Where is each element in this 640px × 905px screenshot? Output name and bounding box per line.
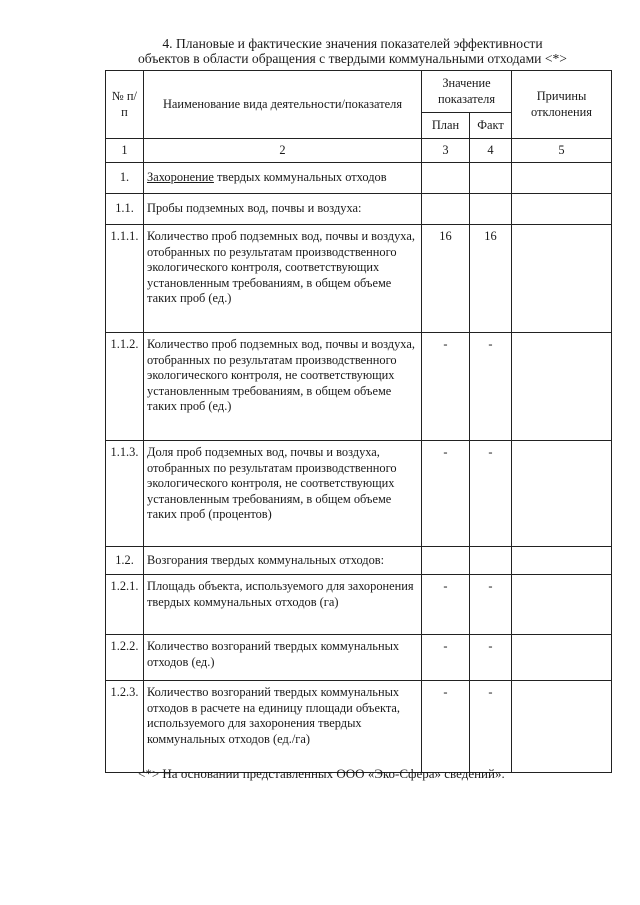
title-line-2: объектов в области обращения с твердыми коммунальными отходами <*> xyxy=(138,51,567,66)
header-value: Значение показателя xyxy=(422,71,512,113)
row-reason xyxy=(512,547,612,575)
row-fact: - xyxy=(470,333,512,441)
row-num: 1. xyxy=(106,163,144,194)
col-number-2: 2 xyxy=(144,139,422,163)
row-name: Количество проб подземных вод, почвы и воздуха, отобранных по результатам производственного экологического контроля, соответствующих установленным требованиям, в общем объеме таких проб (ед.) xyxy=(144,225,422,333)
header-name: Наименование вида деятельности/показателя xyxy=(144,71,422,139)
table-row xyxy=(106,681,612,773)
row-num: 1.1.2. xyxy=(106,333,144,441)
title-line-1: 4. Плановые и фактические значения показателей эффективности xyxy=(162,36,543,51)
row-plan xyxy=(422,547,470,575)
row-num: 1.1.1. xyxy=(106,225,144,333)
indicators-table xyxy=(105,70,612,773)
row-plan: - xyxy=(422,681,470,773)
row-num: 1.2.2. xyxy=(106,635,144,681)
row-plan xyxy=(422,194,470,225)
header-num: № п/п xyxy=(106,71,144,139)
header-fact: Факт xyxy=(470,113,512,139)
row-reason xyxy=(512,194,612,225)
table-row xyxy=(106,635,612,681)
row-name: Возгорания твердых коммунальных отходов: xyxy=(144,547,422,575)
section-title xyxy=(100,36,605,66)
col-number-3: 3 xyxy=(422,139,470,163)
row-fact: - xyxy=(470,575,512,635)
row-name-rest: твердых коммунальных отходов xyxy=(213,170,387,185)
row-fact xyxy=(470,547,512,575)
row-name-underlined: Захоронение xyxy=(147,170,214,185)
header-plan: План xyxy=(422,113,470,139)
row-fact: - xyxy=(470,681,512,773)
row-reason xyxy=(512,163,612,194)
table-row xyxy=(106,163,612,194)
row-plan: - xyxy=(422,635,470,681)
row-fact: - xyxy=(470,441,512,547)
row-name: Количество возгораний твердых коммунальных отходов в расчете на единицу площади объекта, используемого для захоронения твердых коммунальных отходов (ед./га) xyxy=(144,681,422,773)
row-reason xyxy=(512,681,612,773)
col-number-5: 5 xyxy=(512,139,612,163)
row-plan: 16 xyxy=(422,225,470,333)
row-reason xyxy=(512,333,612,441)
col-number-1: 1 xyxy=(106,139,144,163)
row-fact xyxy=(470,194,512,225)
row-name: Количество проб подземных вод, почвы и воздуха, отобранных по результатам производственного экологического контроля, не соответствующих установленным требованиям, в общем объеме таких проб (ед.) xyxy=(144,333,422,441)
row-plan: - xyxy=(422,575,470,635)
header-reasons: Причины отклонения xyxy=(512,71,612,139)
table-row xyxy=(106,194,612,225)
row-plan: - xyxy=(422,333,470,441)
row-name: Пробы подземных вод, почвы и воздуха: xyxy=(144,194,422,225)
row-reason xyxy=(512,575,612,635)
row-name: Площадь объекта, используемого для захоронения твердых коммунальных отходов (га) xyxy=(144,575,422,635)
row-plan: - xyxy=(422,441,470,547)
row-fact: 16 xyxy=(470,225,512,333)
table-row xyxy=(106,333,612,441)
row-num: 1.1. xyxy=(106,194,144,225)
row-plan xyxy=(422,163,470,194)
table-row xyxy=(106,441,612,547)
row-num: 1.2.3. xyxy=(106,681,144,773)
table-row xyxy=(106,225,612,333)
row-name: Доля проб подземных вод, почвы и воздуха, отобранных по результатам производственного экологического контроля, не соответствующих установленным требованиям, в общем объеме таких проб (процентов) xyxy=(144,441,422,547)
footnote: <*> На основании представленных ООО «Эко-Сфера» сведений». xyxy=(138,766,505,781)
row-fact: - xyxy=(470,635,512,681)
row-num: 1.2. xyxy=(106,547,144,575)
row-reason xyxy=(512,225,612,333)
row-fact xyxy=(470,163,512,194)
row-reason xyxy=(512,635,612,681)
row-name xyxy=(144,163,422,194)
row-num: 1.2.1. xyxy=(106,575,144,635)
row-num: 1.1.3. xyxy=(106,441,144,547)
row-name: Количество возгораний твердых коммунальных отходов (ед.) xyxy=(144,635,422,681)
table-row xyxy=(106,575,612,635)
col-number-4: 4 xyxy=(470,139,512,163)
table-row xyxy=(106,547,612,575)
row-reason xyxy=(512,441,612,547)
